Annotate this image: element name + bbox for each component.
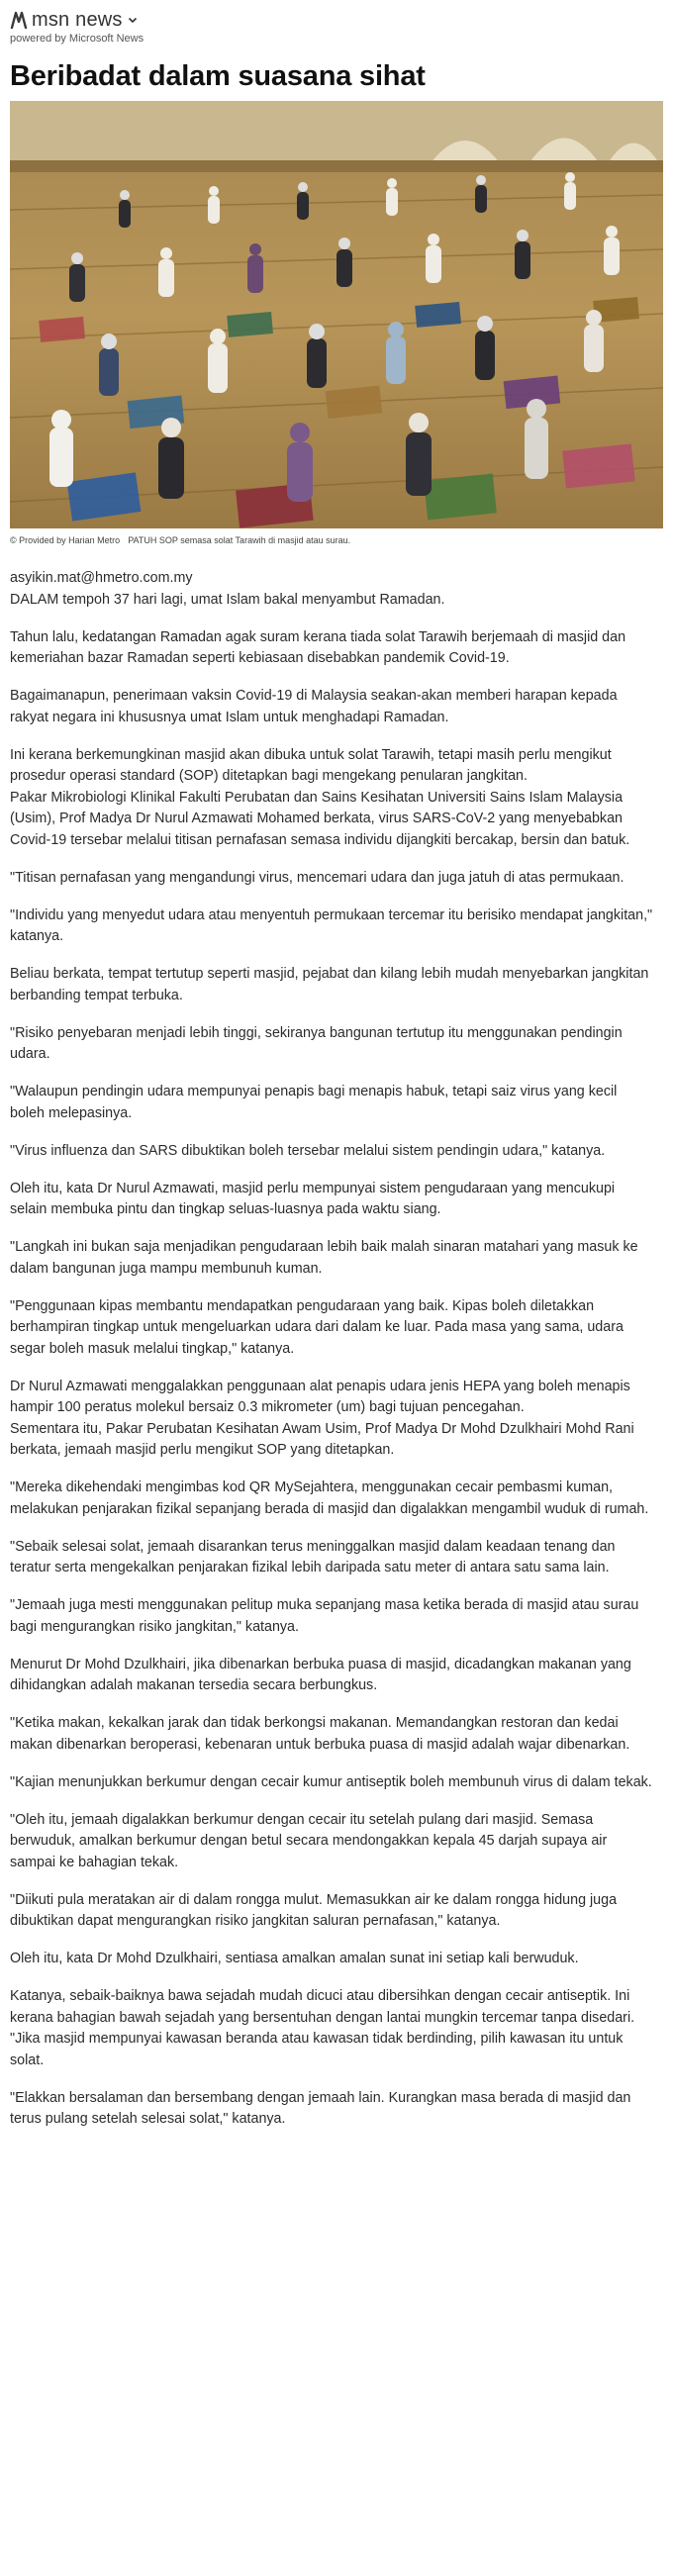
article-paragraph: "Diikuti pula meratakan air di dalam rongga mulut. Memasukkan air ke dalam rongga hidung juga dibuktikan dapat mengurangkan risiko jangkitan saluran pernafasan," katanya. — [10, 1891, 618, 1929]
mosque-prayer-photo — [10, 101, 663, 528]
brand-name: msn news — [32, 8, 123, 31]
article-paragraph: Dr Nurul Azmawati menggalakkan penggunaan alat penapis udara jenis HEPA yang boleh menapis hampir 100 peratus molekul bersaiz 0.3 mikrometer (um) bagi tujuan pencegahan. — [10, 1378, 630, 1415]
article-paragraph: Katanya, sebaik-baiknya bawa sejadah mudah dicuci atau dibersihkan dengan cecair antiseptik. Ini kerana bahagian bawah sejadah yang bersentuhan dengan lantai mungkin tercemar tanpa disedari. — [10, 1988, 635, 2026]
msn-butterfly-icon — [10, 10, 28, 30]
article-paragraph: "Oleh itu, jemaah digalakkan berkumur dengan cecair itu setelah pulang dari masjid. Semasa berwuduk, amalkan berkumur dengan betul secara mendongakkan kepala 45 darjah supaya air sampai ke bahagian tekak. — [10, 1811, 608, 1870]
article-paragraph: "Penggunaan kipas membantu mendapatkan pengudaraan yang baik. Kipas boleh diletakkan berhampiran tingkap untuk mengeluarkan udara dari dalam ke luar. Pada masa yang sama, udara segar boleh masuk melalui tingkap," katanya. — [10, 1297, 624, 1357]
article-hero-image[interactable] — [10, 101, 663, 528]
article-paragraph: "Jika masjid mempunyai kawasan beranda atau kawasan tidak berdinding, pilih kawasan itu untuk solat. — [10, 2031, 624, 2068]
article-paragraph: "Virus influenza dan SARS dibuktikan boleh tersebar melalui sistem pendingin udara," katanya. — [10, 1142, 606, 1159]
article-paragraph: Oleh itu, kata Dr Mohd Dzulkhairi, sentiasa amalkan amalan sunat ini setiap kali berwuduk. — [10, 1951, 579, 1966]
article-paragraph: "Ketika makan, kekalkan jarak dan tidak berkongsi makanan. Memandangkan restoran dan kedai makan dibenarkan beroperasi, kebenaran untuk berbuka puasa di masjid adalah wajar dibenarkan. — [10, 1715, 630, 1753]
article-paragraph: Sementara itu, Pakar Perubatan Kesihatan Awam Usim, Prof Madya Dr Mohd Dzulkhairi Mohd Rani berkata, jemaah masjid perlu mengikut SOP yang ditetapkan. — [10, 1420, 634, 1458]
article-body — [10, 568, 653, 2131]
msn-header — [10, 0, 663, 53]
chevron-down-icon[interactable] — [128, 15, 138, 25]
article-paragraph: Bagaimanapun, penerimaan vaksin Covid-19 di Malaysia seakan-akan memberi harapan kepada rakyat negara ini khususnya umat Islam untuk menghadapi Ramadan. — [10, 688, 618, 725]
article-paragraph: "Mereka dikehendaki mengimbas kod QR MySejahtera, menggunakan cecair pembasmi kuman, melakukan penjarakan fizikal sepanjang berada di masjid dan digalakkan mengambil wuduk di rumah. — [10, 1479, 649, 1517]
article-paragraph: "Kajian menunjukkan berkumur dengan cecair kumur antiseptik boleh membunuh virus di dalam tekak. — [10, 1773, 652, 1790]
article-paragraph: "Individu yang menyedut udara atau menyentuh permukaan tercemar itu berisiko mendapat jangkitan," katanya. — [10, 906, 653, 944]
article-paragraph: "Langkah ini bukan saja menjadikan pengudaraan lebih baik malah sinaran matahari yang masuk ke dalam bangunan juga mampu membunuh kuman. — [10, 1239, 638, 1277]
article-paragraph: "Jemaah juga mesti menggunakan pelitup muka sepanjang masa ketika berada di masjid atau surau bagi mengurangkan risiko jangkitan," katanya. — [10, 1597, 639, 1635]
image-provider: © Provided by Harian Metro — [10, 535, 121, 545]
article-paragraph: DALAM tempoh 37 hari lagi, umat Islam bakal menyambut Ramadan. — [10, 591, 445, 608]
article-paragraph: Tahun lalu, kedatangan Ramadan agak suram kerana tiada solat Tarawih berjemaah di masjid dan kemeriahan bazar Ramadan seperti kebiasaan disebabkan pandemik Covid-19. — [10, 628, 626, 666]
brand-link[interactable] — [10, 8, 663, 32]
article-paragraph: "Elakkan bersalaman dan bersembang dengan jemaah lain. Kurangkan masa berada di masjid dan terus pulang setelah selesai solat," katanya. — [10, 2089, 631, 2127]
image-caption — [10, 528, 663, 552]
article-paragraph: "Sebaik selesai solat, jemaah disarankan terus meninggalkan masjid dalam keadaan tenang dan teratur serta mengekalkan penjarakan fizikal lebih daripada satu meter di antara satu sama lain. — [10, 1538, 616, 1575]
image-caption-text: PATUH SOP semasa solat Tarawih di masjid atau surau. — [128, 535, 351, 545]
article-paragraph: Pakar Mikrobiologi Klinikal Fakulti Perubatan dan Sains Kesihatan Universiti Sains Islam Malaysia (Usim), Prof Madya Dr Nurul Azmawati Mohamed berkata, virus SARS-CoV-2 yang menyebabkan Covid-19 tersebar melalui titisan pernafasan semasa individu dijangkiti bercakap, bersin dan batuk. — [10, 789, 630, 848]
powered-by-text: powered by Microsoft News — [10, 33, 144, 45]
article-paragraph: Beliau berkata, tempat tertutup seperti masjid, pejabat dan kilang lebih mudah menyebarkan jangkitan berbanding tempat terbuka. — [10, 966, 649, 1003]
article-paragraph: "Titisan pernafasan yang mengandungi virus, mencemari udara dan juga jatuh di atas permukaan. — [10, 869, 625, 886]
article-paragraph: Ini kerana berkemungkinan masjid akan dibuka untuk solat Tarawih, tetapi masih perlu mengikut prosedur operasi standard (SOP) ditetapkan bagi mengekang penularan jangkitan. — [10, 746, 612, 784]
article-paragraph: "Risiko penyebaran menjadi lebih tinggi, sekiranya bangunan tertutup itu menggunakan pendingin udara. — [10, 1024, 623, 1062]
author-email[interactable]: asyikin.mat@hmetro.com.my — [10, 570, 193, 586]
article-paragraph: Menurut Dr Mohd Dzulkhairi, jika dibenarkan berbuka puasa di masjid, dicadangkan makanan yang dihidangkan adalah makanan tersedia secara berbungkus. — [10, 1656, 631, 1693]
article-paragraph: "Walaupun pendingin udara mempunyai penapis bagi menapis habuk, tetapi saiz virus yang kecil boleh melepasinya. — [10, 1084, 618, 1121]
article-title: Beribadat dalam suasana sihat — [10, 60, 426, 92]
article-paragraph: Oleh itu, kata Dr Nurul Azmawati, masjid perlu mempunyai sistem pengudaraan yang mencukupi selain membuka pintu dan tingkap seluas-luasnya pada waktu siang. — [10, 1180, 616, 1217]
